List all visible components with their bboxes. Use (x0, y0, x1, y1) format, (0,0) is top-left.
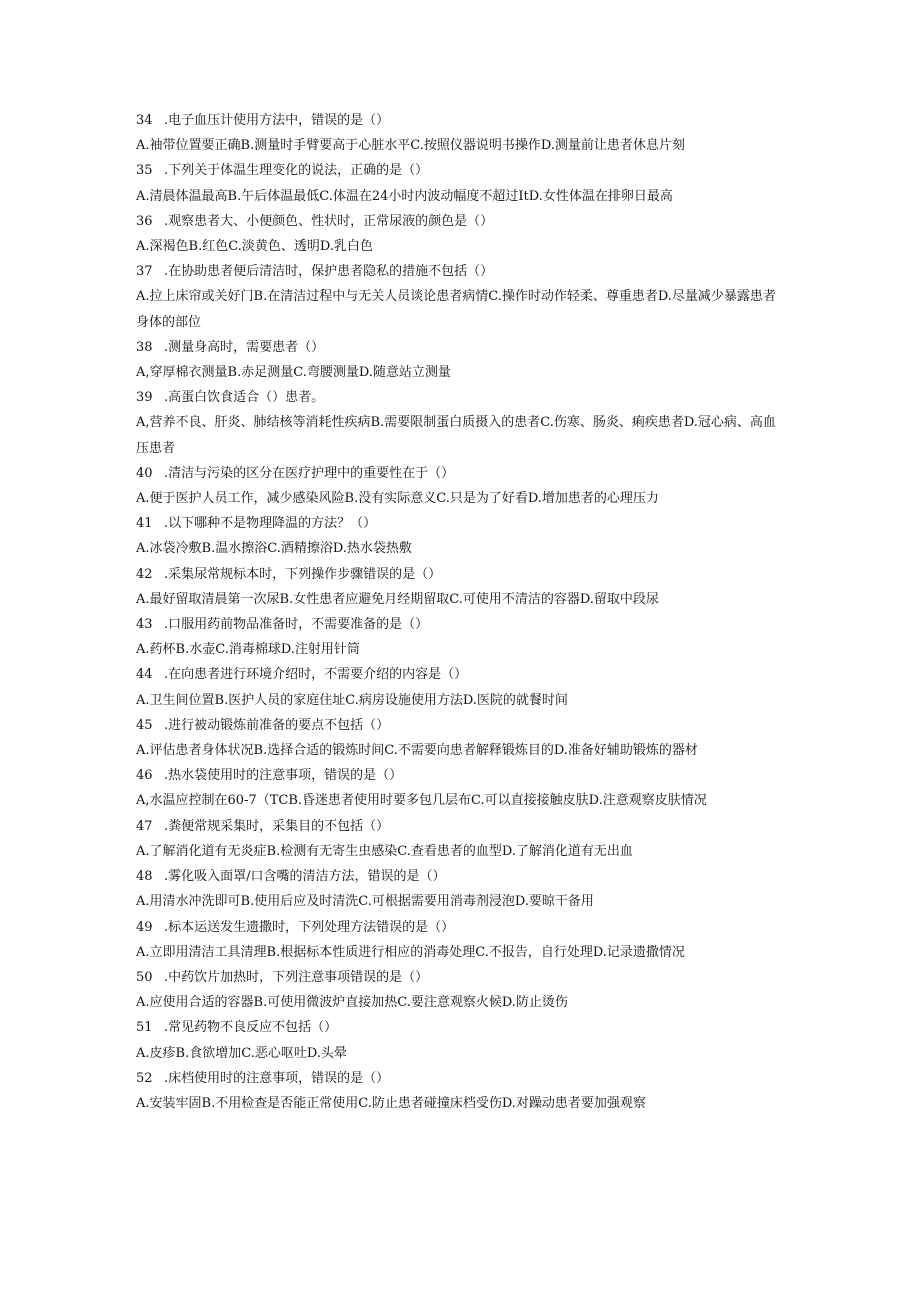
question-options: A.评估患者身体状况B.选择合适的锻炼时间C.不需要向患者解释锻炼目的D.准备好辅助锻炼的器材 (136, 743, 698, 759)
question-number: 46 (136, 768, 153, 784)
question-options: A,穿厚棉衣测量B.赤足测量C.弯腰测量D.随意站立测量 (136, 365, 451, 381)
question-number: 50 (136, 969, 153, 985)
question-options: A.应使用合适的容器B.可使用微波炉直接加热C.要注意观察火候D.防止烫伤 (136, 995, 568, 1011)
question-number: 49 (136, 919, 153, 935)
question-stem (136, 662, 786, 687)
question-options: A.便于医护人员工作，减少感染风险B.没有实际意义C.只是为了好看D.增加患者的心理压力 (136, 491, 659, 507)
question-stem (136, 864, 786, 889)
question-options: A.药杯B.水壶C.消毒棉球D.注射用针筒 (136, 642, 360, 658)
question-stem (136, 385, 786, 410)
question-options: A,水温应控制在60-7（TCB.昏迷患者使用时要多包几层布C.可以直接接触皮肤D.注意观察皮肤情况 (136, 793, 707, 809)
question-options: A.拉上床帘或关好门B.在清洁过程中与无关人员谈论患者病情C.操作时动作轻柔、尊重患者D.尽量减少暴露患者身体的部位 (136, 289, 776, 330)
question-options: A.冰袋冷敷B.温水擦浴C.酒精擦浴D.热水袋热敷 (136, 541, 412, 557)
question-text: .以下哪种不是物理降温的方法？（） (164, 516, 377, 532)
question-list (136, 108, 786, 1116)
question-options: A.安装牢固B.不用检查是否能正常使用C.防止患者碰撞床档受伤D.对躁动患者要加强观察 (136, 1095, 646, 1111)
question-number: 51 (136, 1020, 153, 1036)
question-number: 42 (136, 566, 153, 582)
question-stem (136, 335, 786, 360)
question-number: 45 (136, 717, 153, 733)
question-stem (136, 209, 786, 234)
question-stem (136, 612, 786, 637)
question-number: 41 (136, 516, 153, 532)
question-number: 40 (136, 465, 153, 481)
question-stem (136, 713, 786, 738)
question-text: .高蛋白饮食适合（）患者。 (164, 390, 325, 406)
question-number: 34 (136, 113, 153, 128)
question-text: .标本运送发生遗撒时，下列处理方法错误的是（） (164, 919, 455, 935)
question-options: A.清晨体温最高B.午后体温最低C.体温在24小时内波动幅度不超过ItD.女性体温在排卵日最高 (136, 188, 673, 204)
question-stem (136, 259, 786, 284)
question-options: A.立即用清洁工具清理B.根据标本性质进行相应的消毒处理C.不报告，自行处理D.记录遗撒情况 (136, 944, 685, 960)
question-number: 39 (136, 390, 153, 406)
question-options: A.深褐色B.红色C.淡黄色、透明D.乳白色 (136, 239, 373, 255)
question-stem (136, 1015, 786, 1040)
question-stem (136, 562, 786, 587)
question-stem (136, 763, 786, 788)
question-number: 52 (136, 1070, 153, 1086)
question-options: A.袖带位置要正确B.测量时手臂要高于心脏水平C.按照仪器说明书操作D.测量前让患者休息片刻 (136, 138, 685, 154)
question-stem (136, 511, 786, 536)
question-options: A.了解消化道有无炎症B.检测有无寄生虫感染C.查看患者的血型D.了解消化道有无出血 (136, 843, 633, 859)
question-text: .床档使用时的注意事项，错误的是（） (164, 1070, 390, 1086)
question-stem (136, 1066, 786, 1091)
question-options: A.最好留取清晨第一次尿B.女性患者应避免月经期留取C.可使用不清洁的容器D.留取中段尿 (136, 591, 659, 607)
question-number: 35 (136, 163, 153, 179)
question-stem (136, 915, 786, 940)
question-text: .进行被动锻炼前准备的要点不包括（） (164, 717, 390, 733)
question-text: .雾化吸入面罩/口含嘴的清洁方法，错误的是（） (164, 869, 446, 885)
question-text: .采集尿常规标本时，下列操作步骤错误的是（） (164, 566, 442, 582)
question-stem (136, 158, 786, 183)
question-text: .在协助患者便后清洁时，保护患者隐私的措施不包括（） (164, 264, 494, 280)
question-number: 36 (136, 213, 153, 229)
question-text: .清洁与污染的区分在医疗护理中的重要性在于（） (164, 465, 455, 481)
question-number: 48 (136, 869, 153, 885)
question-text: .热水袋使用时的注意事项，错误的是（） (164, 768, 403, 784)
question-text: .中药饮片加热时，下列注意事项错误的是（） (164, 969, 429, 985)
question-text: .电子血压计使用方法中，错误的是（） (164, 113, 390, 128)
question-number: 47 (136, 818, 153, 834)
question-options: A,营养不良、肝炎、肺结核等消耗性疾病B.需要限制蛋白质摄入的患者C.伤寒、肠炎、痢疾患者D.冠心病、高血压患者 (136, 415, 776, 456)
question-options: A.用清水冲洗即可B.使用后应及时清洗C.可根据需要用消毒剂浸泡D.要晾干备用 (136, 894, 594, 910)
question-text: .粪便常规采集时，采集目的不包括（） (164, 818, 390, 834)
question-options: A.卫生间位置B.医护人员的家庭住址C.病房设施使用方法D.医院的就餐时间 (136, 692, 568, 708)
question-text: .测量身高时，需要患者（） (164, 339, 325, 355)
question-text: .下列关于体温生理变化的说法，正确的是（） (164, 163, 429, 179)
question-text: .常见药物不良反应不包括（） (164, 1020, 338, 1036)
question-stem (136, 965, 786, 990)
question-options: A.皮疹B.食欲增加C.恶心呕吐D.头晕 (136, 1045, 347, 1061)
question-text: .口服用药前物品准备时，不需要准备的是（） (164, 617, 429, 633)
question-text: .观察患者大、小便颜色、性状时，正常尿液的颜色是（） (164, 213, 494, 229)
question-stem (136, 461, 786, 486)
question-number: 37 (136, 264, 153, 280)
question-number: 38 (136, 339, 153, 355)
question-text: .在向患者进行环境介绍时，不需要介绍的内容是（） (164, 667, 468, 683)
question-number: 44 (136, 667, 153, 683)
question-stem (136, 108, 786, 133)
question-number: 43 (136, 617, 153, 633)
question-stem (136, 814, 786, 839)
